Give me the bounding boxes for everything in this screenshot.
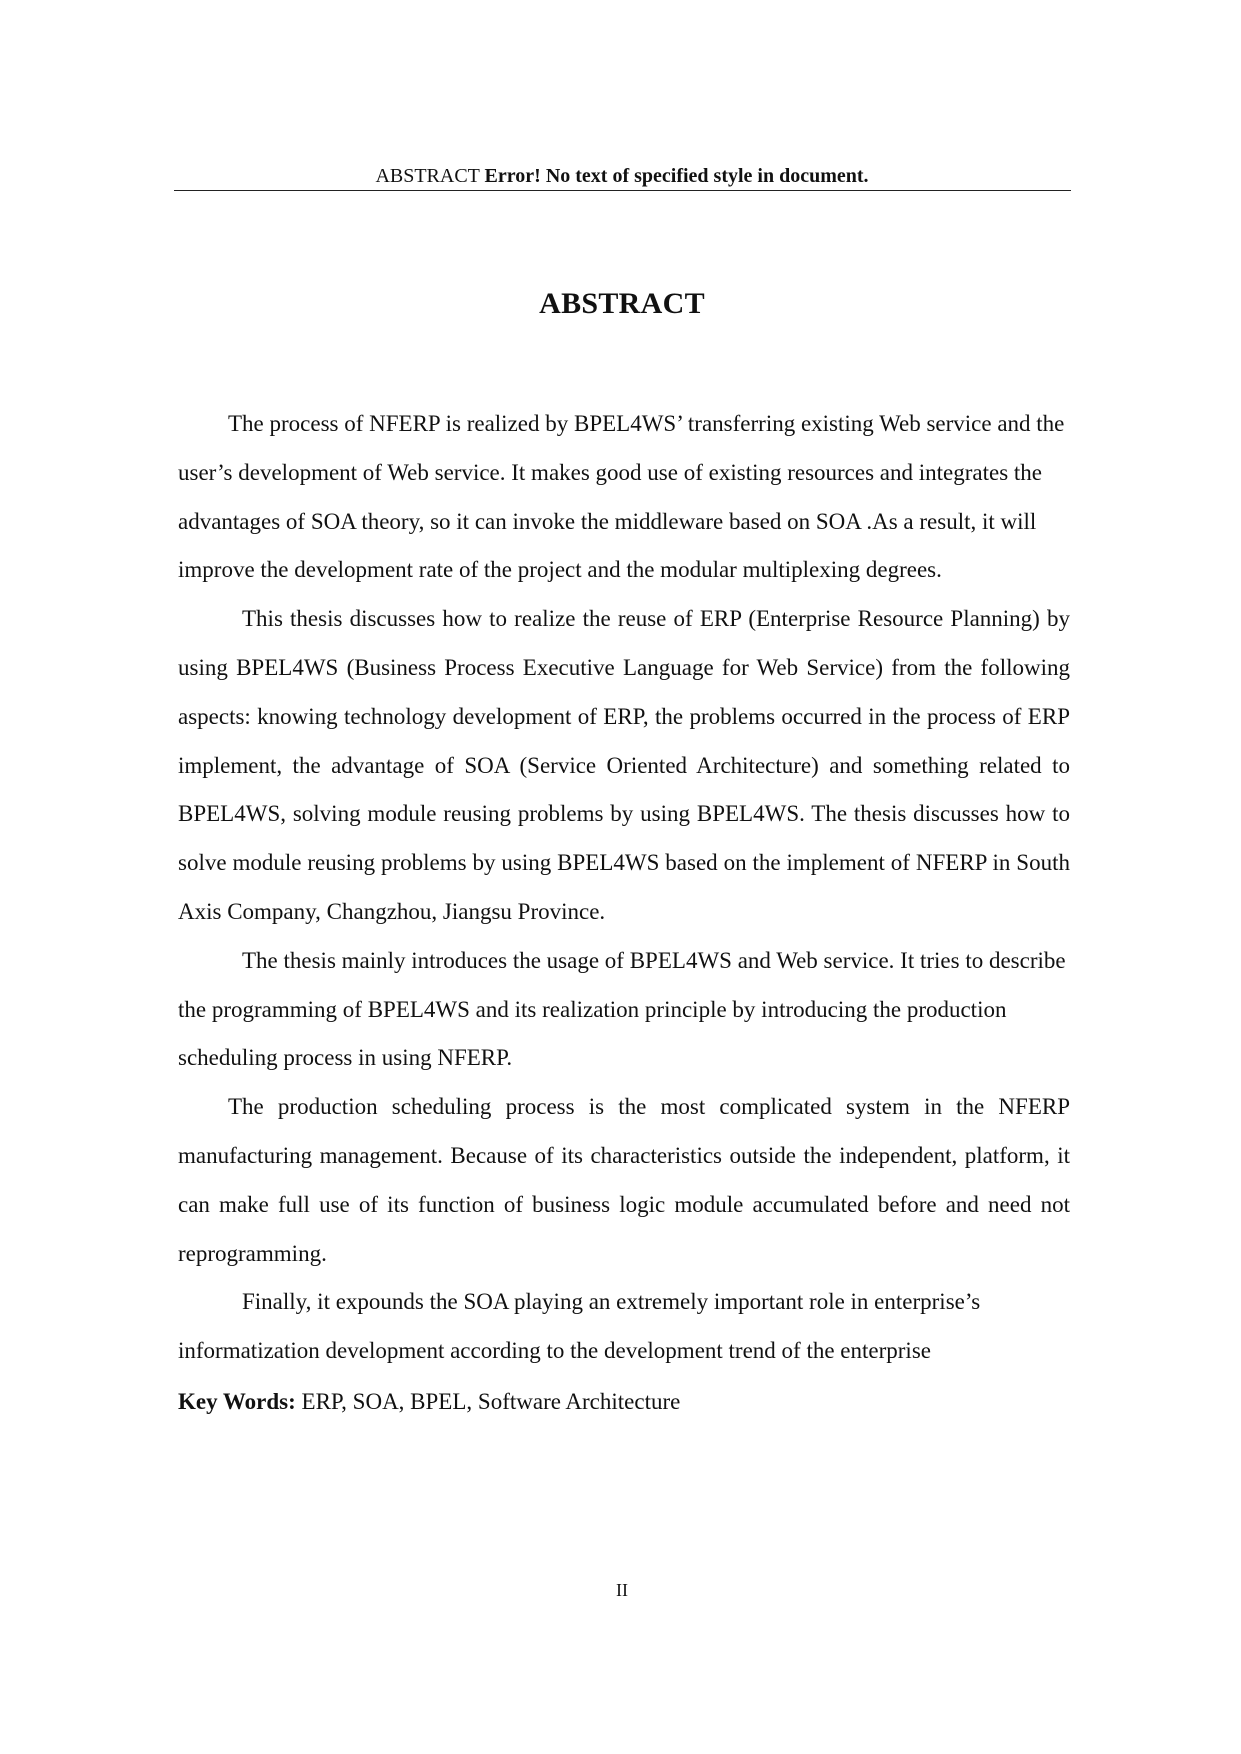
running-header-error: Error! No text of specified style in document.	[484, 165, 869, 187]
paragraph-4: The production scheduling process is the most complicated system in the NFERP manufacturing management. Because of its characteristics outside the independent, platform, it can make full use of its function of business logic module accumulated before and need not reprogramming.	[178, 1094, 1070, 1266]
keywords-line	[178, 1378, 1070, 1426]
keywords-label: Key Words:	[178, 1388, 296, 1414]
page-title: ABSTRACT	[539, 287, 705, 320]
keywords-value: ERP, SOA, BPEL, Software Architecture	[301, 1388, 681, 1414]
abstract-body	[178, 400, 1070, 1426]
paragraph-2: This thesis discusses how to realize the reuse of ERP (Enterprise Resource Planning) by using BPEL4WS (Business Process Executive Language for Web Service) from the following aspects: knowing technology development of ERP, the problems occurred in the process of ERP implement, the advantage of SOA (Service Oriented Architecture) and something related to BPEL4WS, solving module reusing problems by using BPEL4WS. The thesis discusses how to solve module reusing problems by using BPEL4WS based on the implement of NFERP in South Axis Company, Changzhou, Jiangsu Province.	[178, 606, 1070, 924]
page-number: II	[616, 1580, 628, 1600]
header-divider	[174, 190, 1071, 191]
paragraph-3: The thesis mainly introduces the usage of BPEL4WS and Web service. It tries to describe the programming of BPEL4WS and its realization principle by introducing the production scheduling process in using NFERP.	[178, 947, 1066, 1071]
running-header-label: ABSTRACT	[375, 165, 480, 187]
paragraph-5: Finally, it expounds the SOA playing an extremely important role in enterprise’s informatization development according to the development trend of the enterprise	[178, 1289, 981, 1364]
paragraph-1: The process of NFERP is realized by BPEL4WS’ transferring existing Web service and the user’s development of Web service. It makes good use of existing resources and integrates the advantages of SOA theory, so it can invoke the middleware based on SOA .As a result, it will improve the development rate of the project and the modular multiplexing degrees.	[178, 411, 1065, 583]
running-header	[174, 163, 1070, 189]
